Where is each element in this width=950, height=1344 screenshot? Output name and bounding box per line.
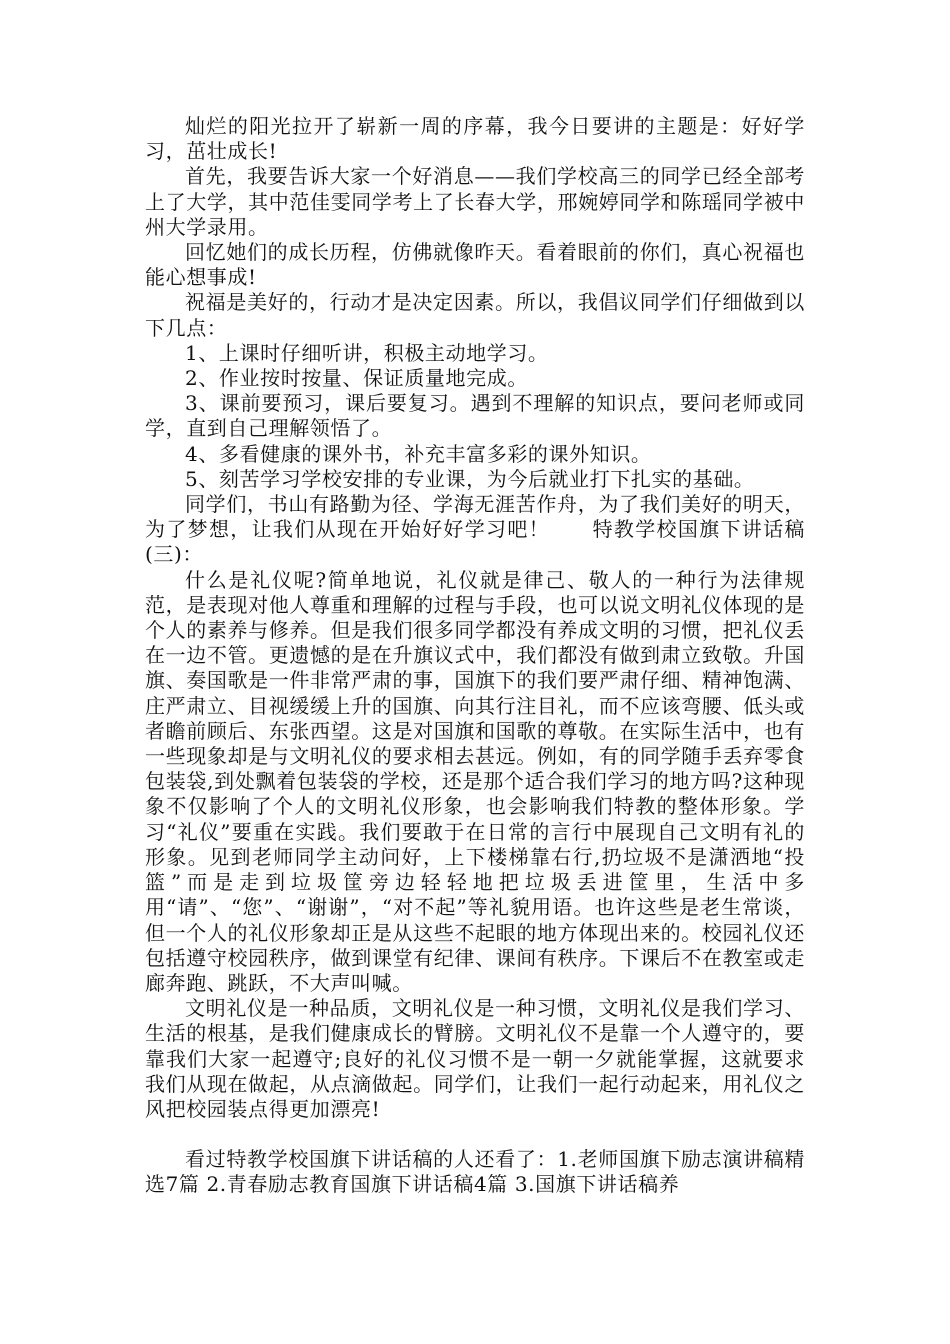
- paragraph-good-news: 首先，我要告诉大家一个好消息——我们学校高三的同学已经全部考上了大学，其中范佳雯同学考上了长春大学，邢婉婷同学和陈瑶同学被中州大学录用。: [145, 164, 805, 239]
- list-item-3: 3、课前要预习，课后要复习。遇到不理解的知识点，要问老师或同学，直到自己理解领悟了。: [145, 391, 805, 441]
- paragraph-closing: 同学们，书山有路勤为径、学海无涯苦作舟，为了我们美好的明天，为了梦想，让我们从现在开始好好学习吧！ 特教学校国旗下讲话稿(三)：: [145, 492, 805, 567]
- document-body: [145, 114, 805, 1198]
- list-item-4: 4、多看健康的课外书，补充丰富多彩的课外知识。: [185, 441, 652, 466]
- list-item-2: 2、作业按时按量、保证质量地完成。: [185, 366, 528, 391]
- paragraph-proposal: 祝福是美好的，行动才是决定因素。所以，我倡议同学们仔细做到以下几点：: [145, 290, 805, 340]
- list-item-1: 1、上课时仔细听讲，积极主动地学习。: [185, 340, 549, 365]
- related-articles: 看过特教学校国旗下讲话稿的人还看了：1.老师国旗下励志演讲稿精选7篇 2.青春励志教育国旗下讲话稿4篇 3.国旗下讲话稿养: [145, 1147, 805, 1197]
- paragraph-civility: 文明礼仪是一种品质，文明礼仪是一种习惯，文明礼仪是我们学习、生活的根基，是我们健康成长的臂膀。文明礼仪不是靠一个人遵守的，要靠我们大家一起遵守;良好的礼仪习惯不是一朝一夕就能掌握，这就要求我们从现在做起，从点滴做起。同学们，让我们一起行动起来，用礼仪之风把校园装点得更加漂亮!: [145, 996, 805, 1121]
- paragraph-spacer: [145, 1122, 805, 1147]
- paragraph-intro: 灿烂的阳光拉开了崭新一周的序幕，我今日要讲的主题是：好好学习，茁壮成长!: [145, 114, 805, 164]
- paragraph-memories: 回忆她们的成长历程，仿佛就像昨天。看着眼前的你们，真心祝福也能心想事成!: [145, 240, 805, 290]
- paragraph-etiquette: 什么是礼仪呢?简单地说，礼仪就是律己、敬人的一种行为法律规范，是表现对他人尊重和理解的过程与手段，也可以说文明礼仪体现的是个人的素养与修养。但是我们很多同学都没有养成文明的习惯，把礼仪丢在一边不管。更遗憾的是在升旗议式中，我们都没有做到肃立致敬。升国旗、奏国歌是一件非常严肃的事，国旗下的我们要严肃仔细、精神饱满、庄严肃立、目视缓缓上升的国旗、向其行注目礼，而不应该弯腰、低头或者瞻前顾后、东张西望。这是对国旗和国歌的尊敬。在实际生活中，也有一些现象却是与文明礼仪的要求相去甚远。例如，有的同学随手丢弃零食包装袋,到处飘着包装袋的学校，还是那个适合我们学习的地方吗?这种现象不仅影响了个人的文明礼仪形象，也会影响我们特教的整体形象。学习“礼仪”要重在实践。我们要敢于在日常的言行中展现自己文明有礼的形象。见到老师同学主动问好，上下楼梯靠右行,扔垃圾不是潇洒地“投篮”而是走到垃圾筐旁边轻轻地把垃圾丢进筐里，生活中多用“请”、“您”、“谢谢”，“对不起”等礼貌用语。也许这些是老生常谈，但一个人的礼仪形象却正是从这些不起眼的地方体现出来的。校园礼仪还包括遵守校园秩序，做到课堂有纪律、课间有秩序。下课后不在教室或走廊奔跑、跳跃，不大声叫喊。: [145, 567, 805, 995]
- list-item-5: 5、刻苦学习学校安排的专业课，为今后就业打下扎实的基础。: [185, 466, 755, 491]
